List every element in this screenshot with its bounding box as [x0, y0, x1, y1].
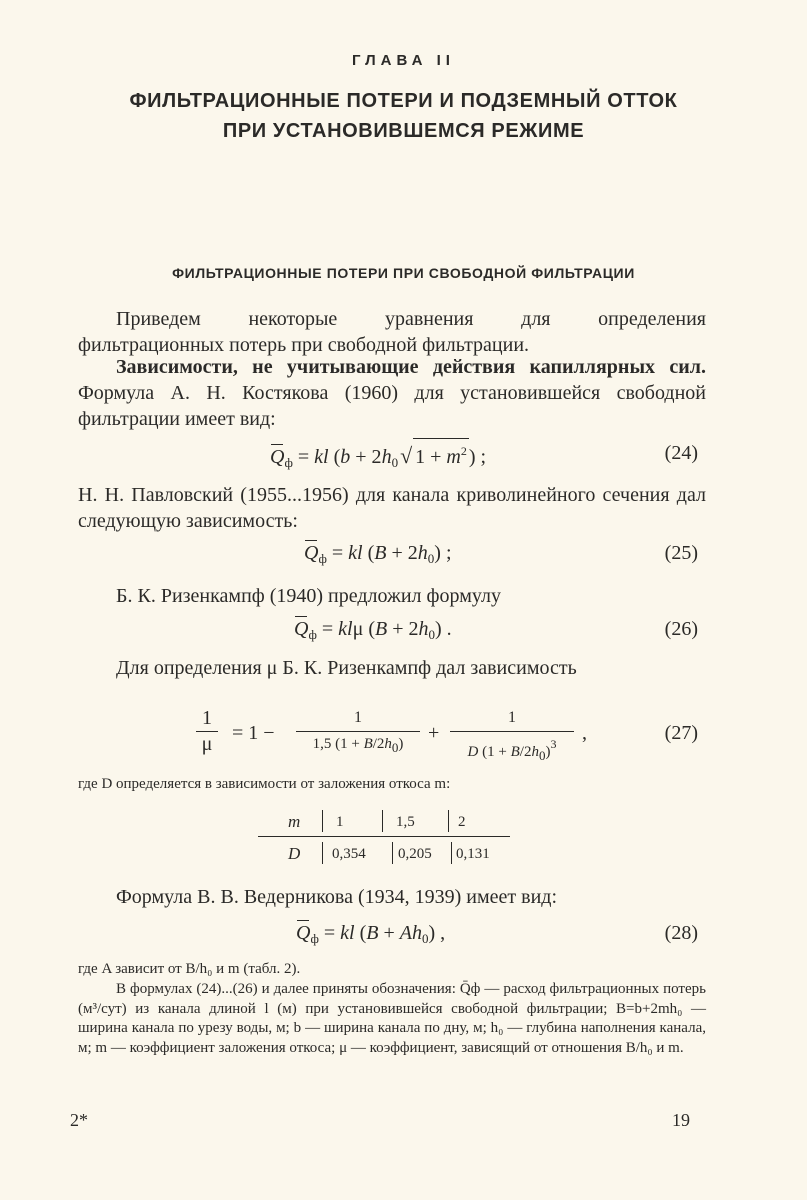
- equation-25-number: (25): [664, 542, 698, 564]
- table-d-3: 0,131: [456, 846, 490, 862]
- equation-28: [78, 918, 706, 948]
- table-m-1: 1: [336, 814, 344, 830]
- paragraph-kostyakov: [78, 354, 706, 432]
- chapter-title: [0, 86, 807, 146]
- table-divider: [392, 842, 393, 864]
- paragraph-notation: В формулах (24)...(26) и далее приняты обозначения: Q̄ф — расход фильтрационных потерь (м³/сут) из канала длиной l (м) при установившейся свободной фильтрации; B=b+2mh₀ — ширина канала по урезу воды, м; b — ширина канала по дну, м; h₀ — глубина наполнения канала, м; m — коэффициент заложения откоса; μ — коэффициент, зависящий от отношения B/h₀ и m.: [78, 981, 706, 1056]
- table-label-d: D: [288, 844, 301, 863]
- paragraph-rizenkampf-mu: Для определения μ Б. К. Ризенкампф дал зависимость: [116, 657, 577, 679]
- paragraph-intro-line-1: Приведем некоторые уравнения для определения: [116, 308, 706, 330]
- equation-27-equals: = 1 −: [232, 722, 275, 744]
- m-d-table: [258, 806, 510, 868]
- equation-28-formula: $Q_ф$ = kl $(B + Ah_0)$ ,: [296, 918, 445, 954]
- paragraph-intro-line-2: фильтрационных потерь при свободной фильтрации.: [78, 334, 530, 356]
- equation-24: [78, 438, 706, 468]
- table-divider: [322, 810, 323, 832]
- paragraph-vedernikov: Формула В. В. Ведерникова (1934, 1939) имеет вид:: [116, 886, 558, 908]
- table-d-2: 0,205: [398, 846, 432, 862]
- equation-26: [78, 614, 706, 644]
- equation-27-lhs: $\frac{1}{\mu}$: [196, 705, 218, 756]
- equation-24-formula: $Q_ф$ = kl ($b + 2h_0√$ $1 + m^2$ ) ;: [270, 438, 486, 478]
- table-m-2: 1,5: [396, 814, 415, 830]
- table-divider: [448, 810, 449, 832]
- paragraph-rizenkampf: Б. К. Ризенкампф (1940) предложил формулу: [116, 585, 501, 607]
- chapter-label: ГЛАВА II: [352, 52, 455, 69]
- equation-26-formula: $Q_ф = kl\mu$ $(B + 2h_0)$ .: [294, 614, 452, 650]
- table-rule: [258, 836, 510, 837]
- kostyakov-text: Формула А. Н. Костякова (1960) для установившейся свободной фильтрации имеет вид:: [78, 382, 706, 430]
- equation-27-plus: +: [428, 722, 440, 744]
- table-m-3: 2: [458, 814, 466, 830]
- table-divider: [382, 810, 383, 832]
- chapter-title-line-1: ФИЛЬТРАЦИОННЫЕ ПОТЕРИ И ПОДЗЕМНЫЙ ОТТОК: [129, 90, 678, 112]
- equation-27-number: (27): [664, 722, 698, 744]
- table-label-m: m: [288, 812, 301, 831]
- equation-27-term-2: $\frac{1}{D (1 + B/2h_0)^3}$: [450, 705, 574, 768]
- equation-27-comma: ,: [582, 722, 587, 744]
- equation-24-number: (24): [664, 442, 698, 464]
- paragraph-where-a: где A зависит от B/h₀ и m (табл. 2).: [78, 961, 301, 977]
- paragraph-d-note: где D определяется в зависимости от заложения откоса m:: [78, 776, 451, 792]
- paragraph-pavlovsky: Н. Н. Павловский (1955...1956) для канала криволинейного сечения дал следующую зависимость:: [78, 484, 706, 532]
- chapter-title-line-2: ПРИ УСТАНОВИВШЕМСЯ РЕЖИМЕ: [222, 120, 585, 142]
- equation-25-formula: $Q_ф$ = kl $(B + 2h_0)$ ;: [304, 538, 452, 574]
- signature-mark: 2*: [70, 1110, 88, 1130]
- equation-25: [78, 538, 706, 568]
- table-divider: [451, 842, 452, 864]
- equation-27: [78, 705, 706, 767]
- section-title: ФИЛЬТРАЦИОННЫЕ ПОТЕРИ ПРИ СВОБОДНОЙ ФИЛЬТРАЦИИ: [172, 265, 635, 281]
- equation-27-term-1: $\frac{1}{1,5 (1 + B/2h_0)}$: [296, 705, 420, 760]
- equation-28-number: (28): [664, 922, 698, 944]
- table-divider: [322, 842, 323, 864]
- page-number: 19: [672, 1110, 690, 1130]
- table-d-1: 0,354: [332, 846, 366, 862]
- equation-26-number: (26): [664, 618, 698, 640]
- kostyakov-bold-lead: Зависимости, не учитывающие действия капиллярных сил.: [116, 356, 706, 378]
